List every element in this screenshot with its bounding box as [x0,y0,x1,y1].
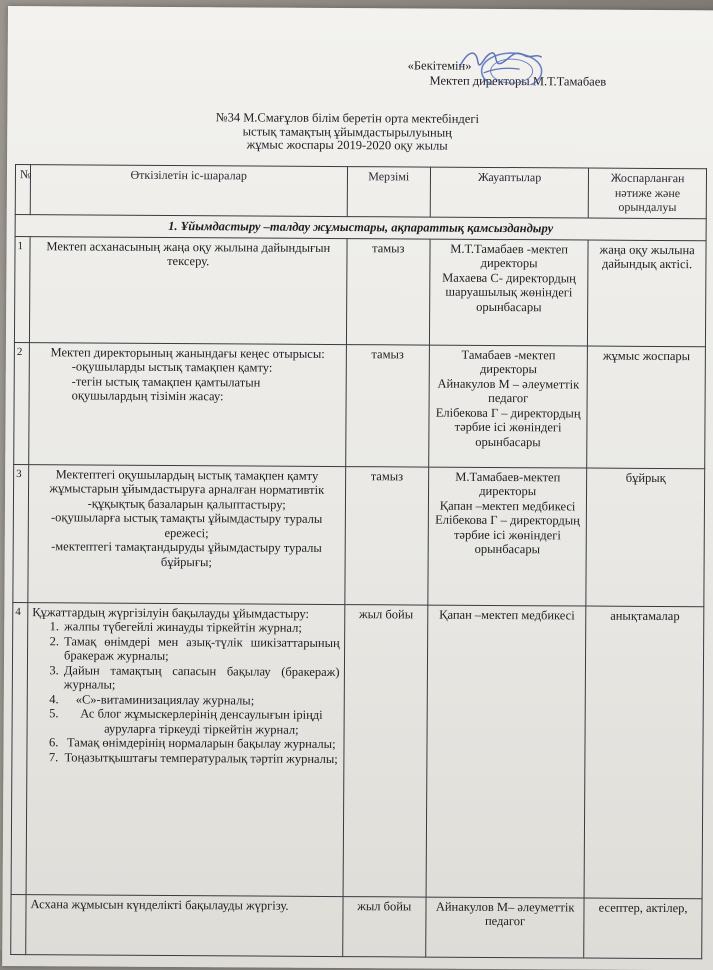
row-result: жаңа оқу жылына дайындық актісі. [588,240,706,347]
activity-text: -оқушыларға ыстық тамақты ұйымдастыру туралы ережесі; [50,510,323,540]
row-responsible [426,897,585,958]
activity-text: -тегін ыстық тамақпен қамтылатын оқушылардың тізімін жасау: [71,373,261,404]
responsible-text: Елібекова Г – директордың тәрбие ісі жөніндегі орынбасары [435,512,580,557]
row-result: бұйрық [586,468,705,607]
header-result: Жоспарланған нәтиже және орындалуы [589,168,707,219]
header-term: Мерзімі [347,167,431,218]
title-line-1: №34 М.Смағұлов білім беретін орта мектебіндегі [215,110,480,126]
row-result: есептер, актілер, [584,898,702,959]
document-page [2,6,713,970]
list-item: 4. «С»-витаминизациялау журналы; [62,692,340,708]
row-term: жыл бойы [343,604,428,897]
row-responsible [426,605,586,898]
header-responsible: Жауаптылар [430,167,589,218]
table-row [11,894,702,958]
activity-text: -құқықтық базаларын қалыптастыру; [87,495,286,512]
row-result: жұмыс жоспары [587,346,705,469]
title-line-3: жұмыс жоспары 2019-2020 оқу жылы [246,137,448,153]
list-item: 1. жалпы түбегейлі жинауды тіркейтін журнал; [62,619,340,635]
row-number [11,894,26,954]
table-row [11,602,704,898]
approval-heading: «Бекітемін» [407,58,472,73]
row-number: 1 [14,236,30,342]
responsible-text: Елібекова Г – директордың тәрбие ісі жөніндегі орынбасары [435,405,581,449]
responsible-text: Махаева С- директордың шаруашылық жөніндегі орынбасары [442,270,576,314]
activity-text: -оқушыларды ыстық тамақпен қамту: [71,359,273,375]
table-row [14,236,706,346]
row-result: анықтамалар [584,606,703,899]
row-activity [26,602,344,896]
row-term: жыл бойы [342,896,426,957]
row-activity [26,894,343,956]
signature-stamp-icon [454,43,546,86]
activity-text: Мектеп асханасының жаңа оқу жылына дайындығын тексеру. [46,238,331,269]
responsible-text: Қапан –мектеп медбикесі [439,607,575,622]
header-number: № [15,165,30,215]
row-number: 4 [11,602,28,894]
responsible-text: Қапан –мектеп медбикесі [439,498,576,513]
list-item: 7. Тоңазытқыштағы температуралық тәртіп журналы; [61,750,339,766]
row-number: 2 [14,342,30,464]
list-item: 5. Ас блог жұмыскерлерінің денсаулығын іріңді ауруларға тіркеуді тіркейтін журнал; [62,706,340,737]
list-item: 2. Тамақ өнімдері мен азық-түлік шикізаттарының бракераж журналы; [62,634,340,665]
row-activity [29,342,346,466]
title-line-2: ыстық тамақтың ұйымдастырылуының [242,123,452,140]
responsible-text: Тамабаев -мектеп директоры [461,347,556,377]
table-row [13,464,705,606]
activity-text: Мектеп директорының жанындағы кеңес отырысы: [50,344,325,361]
row-term: тамыз [345,344,429,467]
plan-table [10,164,707,959]
table-row [14,342,706,468]
approval-signatory: Мектеп директоры М.Т.Тамабаев [429,73,607,89]
row-term: тамыз [344,466,428,605]
activity-text: Мектептегі оқушылардың ыстық тамақпен қамту жұмыстарын ұйымдастыруға арналған нормативтік [49,466,325,497]
row-responsible [428,467,587,606]
row-activity [28,464,345,604]
row-number: 3 [13,464,29,602]
responsible-text: Айнакулов М – әлеуметтік педагог [437,376,580,406]
table-header-row [15,165,706,219]
responsible-text: Айнакулов М– әлеуметтік педагог [435,899,575,929]
row-responsible [429,345,588,468]
list-item: 6. Тамақ өнімдерінің нормаларын бақылау журналы; [61,735,339,751]
list-item: 3. Дайын тамақтың сапасын бақылау (бракераж) журналы; [62,663,340,694]
header-activity: Өткізілетін іс-шаралар [30,165,347,217]
activity-text: -мектептегі тамақтандыруды ұйымдастыру туралы бұйрығы; [51,539,322,569]
responsible-text: М.Тамабаев-мектеп директоры [455,469,561,499]
row-activity [29,236,346,344]
row-term: тамыз [346,238,430,345]
activity-text: Құжаттардың жүргізілуін бақылауды ұйымдастыру: [32,604,310,621]
responsible-text: М.Т.Тамабаев -мектеп директоры [450,241,569,271]
document-title [157,111,537,154]
journal-list [31,619,339,766]
row-responsible [429,239,588,346]
activity-text: Асхана жұмысын күнделікті бақылауды жүргізу. [30,896,289,913]
section-title: 1. Ұйымдастыру –талдау жұмыстары, ақпараттық қамсыздандыру [15,215,706,241]
